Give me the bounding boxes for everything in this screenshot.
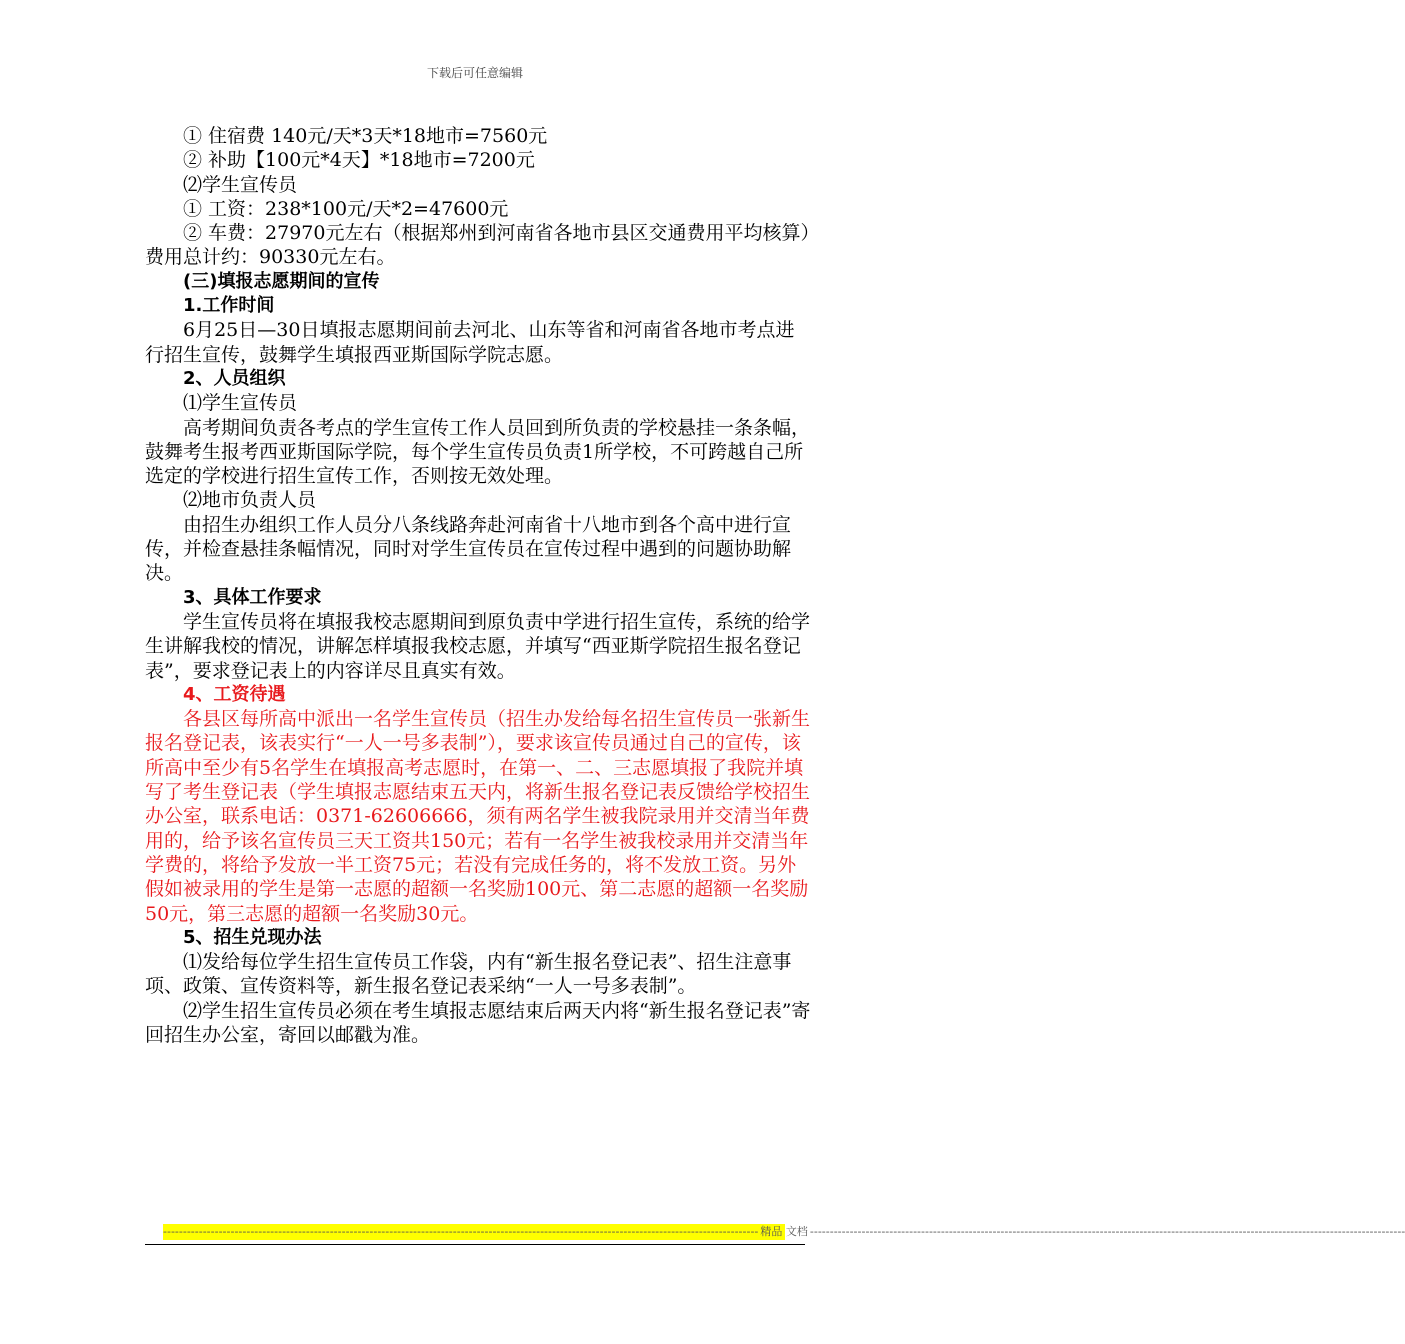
- footer-rule: [145, 1244, 805, 1245]
- paragraph-travel-fee: ② 车费：27970元左右（根据郑州到河南省各地市县区交通费用平均核算）: [183, 222, 820, 245]
- heading-work-requirements: 3、具体工作要求: [183, 586, 322, 608]
- footer-label: 精品 文档: [760, 1225, 808, 1238]
- paragraph-city-staff-duty: 由招生办组织工作人员分八条线路奔赴河南省十八地市到各个高中进行宣传，并检查悬挂条幅情况，同时对学生宣传员在宣传过程中遇到的问题协助解决。: [145, 513, 792, 585]
- paragraph-work-bag: ⑴发给每位学生招生宣传员工作袋，内有“新生报名登记表”、招生注意事项、政策、宣传资料等，新生报名登记表采纳“一人一号多表制”。: [145, 951, 792, 998]
- footer-banner: [163, 1224, 1405, 1240]
- paragraph-student-promoter-heading: ⑵学生宣传员: [183, 173, 298, 196]
- paragraph-student-promoter-duty: 高考期间负责各考点的学生宣传工作人员回到所负责的学校悬挂一条条幅，鼓舞考生报考西亚斯国际学院，每个学生宣传员负责1所学校，不可跨越自己所选定的学校进行招生宣传工作，否则按无效处理。: [145, 416, 811, 488]
- footer-dash-left: ------------------------------------------------------------------------------------------------------------------------------------------------------: [163, 1225, 759, 1238]
- heading-staff-organization: 2、人员组织: [183, 367, 286, 389]
- paragraph-return-form: ⑵学生招生宣传员必须在考生填报志愿结束后两天内将“新生报名登记表”寄回招生办公室，寄回以邮戳为准。: [145, 999, 811, 1046]
- heading-work-time: 1.工作时间: [183, 295, 275, 317]
- paragraph-allowance: ② 补助【100元*4天】*18地市=7200元: [183, 149, 535, 172]
- page-header: 下载后可任意编辑: [426, 66, 523, 80]
- heading-redemption-method: 5、招生兑现办法: [183, 926, 322, 948]
- paragraph-city-staff: ⑵地市负责人员: [183, 489, 317, 512]
- footer-dash-right: ------------------------------------------------------------------------------------------------------------------------------------------------------: [809, 1225, 1405, 1238]
- paragraph-wages: ① 工资：238*100元/天*2=47600元: [183, 197, 509, 220]
- heading-wages-benefits: 4、工资待遇: [183, 683, 286, 705]
- paragraph-total-cost: 费用总计约：90330元左右。: [145, 246, 396, 269]
- paragraph-lodging-fee: ① 住宿费 140元/天*3天*18地市=7560元: [183, 125, 548, 147]
- paragraph-wages-benefits: 各县区每所高中派出一名学生宣传员（招生办发给每名招生宣传员一张新生报名登记表，该表实行“一人一号多表制”），要求该宣传员通过自己的宣传，该所高中至少有5名学生在填报高考志愿时，在第一、二、三志愿填报了我院并填写了考生登记表（学生填报志愿结束五天内，将新生报名登记表反馈给学校招生办公室，联系电话：0371-62606666，须有两名学生被我院录用并交清当年费用的，给予该名宣传员三天工资共150元；若有一名学生被我校录用并交清当年学费的，将给予发放一半工资75元；若没有完成任务的，将不发放工资。另外假如被录用的学生是第一志愿的超额一名奖励100元、第二志愿的超额一名奖励50元，第三志愿的超额一名奖励30元。: [145, 708, 811, 925]
- paragraph-work-time: 6月25日—30日填报志愿期间前去河北、山东等省和河南省各地市考点进行招生宣传，鼓舞学生填报西亚斯国际学院志愿。: [145, 319, 795, 366]
- document-body: [145, 124, 820, 1047]
- section-heading-application-period: (三)填报志愿期间的宣传: [183, 270, 380, 292]
- paragraph-student-promoter: ⑴学生宣传员: [183, 392, 298, 415]
- paragraph-work-requirements: 学生宣传员将在填报我校志愿期间到原负责中学进行招生宣传，系统的给学生讲解我校的情况，讲解怎样填报我校志愿，并填写“西亚斯学院招生报名登记表”，要求登记表上的内容详尽且真实有效。: [145, 610, 811, 682]
